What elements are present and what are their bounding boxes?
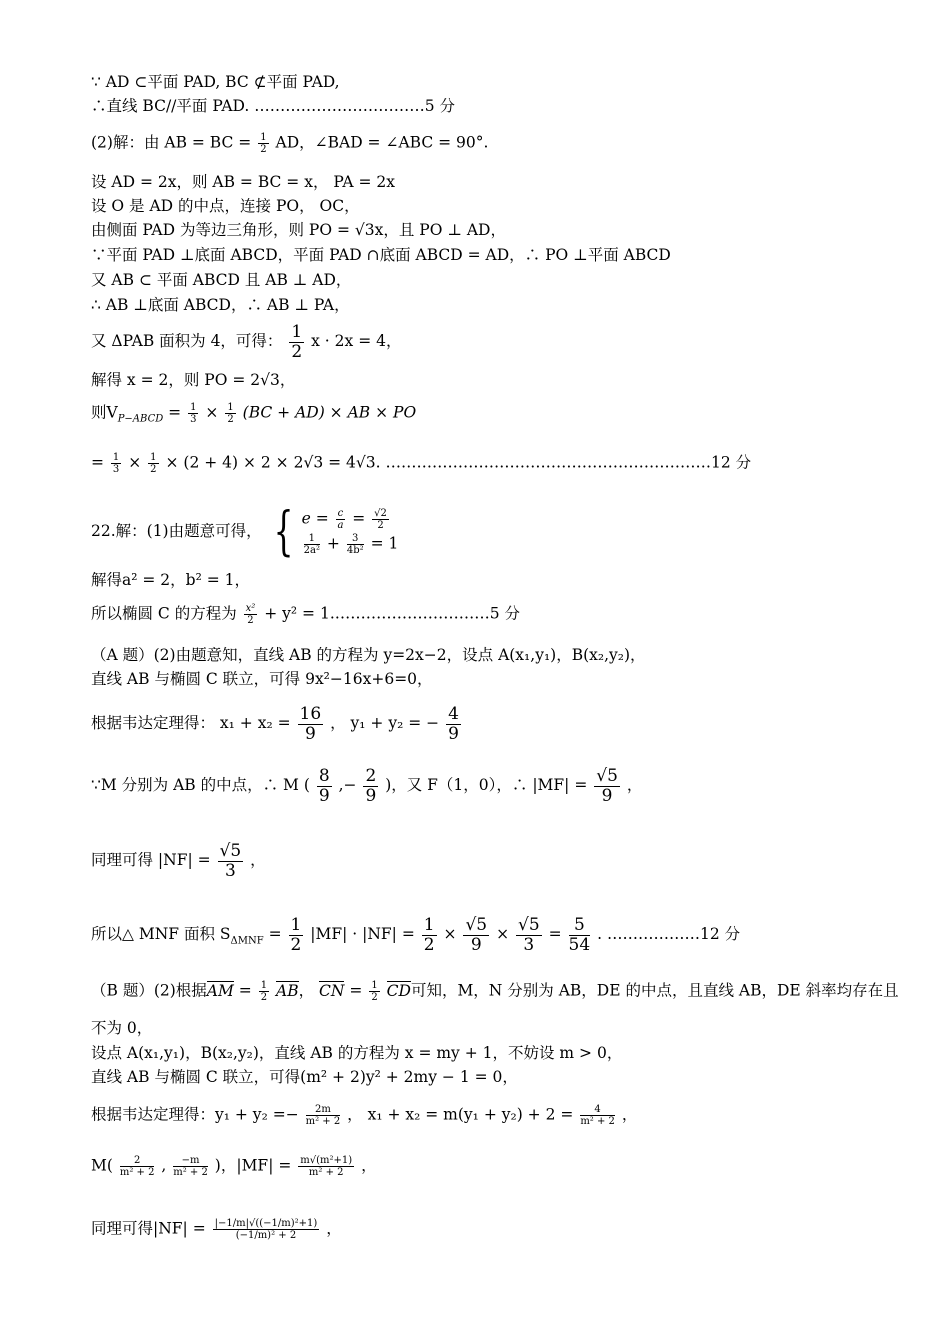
equation-system: { e = $\frac{c}{a}$ = $\frac{√2}{2}$ $\frac{1}{\text{2a²}}$ + $\frac{3}{\text{4b²}}$ = 1 xyxy=(273,502,399,562)
text-line: 又 ΔPAB 面积为 4，可得： $\frac{1}{2}$ x · 2x = 4， xyxy=(91,322,402,362)
text-line: ∵M 分别为 AB 的中点，∴ M ( $\frac{8}{9}$ ,− $\frac{2}{9}$ )，又 F（1，0），∴ |MF| = $\frac{√5}{9}$ ， xyxy=(91,766,643,806)
text-line: 根据韦达定理得： x₁ + x₂ = $\frac{16}{9}$ ， y₁ + y₂ = − $\frac{4}{9}$ xyxy=(91,704,459,744)
text-line: 直线 AB 与椭圆 C 联立，可得(m² + 2)y² + 2my − 1 = 0， xyxy=(91,1068,518,1086)
text-line: (2)解：由 AB = BC = $\frac{1}{2}$ AD，∠BAD = ∠ABC = 90°. xyxy=(91,132,489,155)
text-line: 直线 AB 与椭圆 C 联立，可得 9x²−16x+6=0， xyxy=(91,670,433,688)
text-line: ∵ AD ⊂平面 PAD, BC ⊄平面 PAD, xyxy=(91,73,340,91)
text-line: 所以椭圆 C 的方程为 $\frac{\text{x²}}{2}$ + y² = 1.…………………………5 分 xyxy=(91,603,521,626)
text-line: M( $\frac{2}{\text{m² + 2}}$ , $\frac{-m}{\text{m² + 2}}$ )，|MF| = $\frac{\text{m√(m²+1)}}{\text{m² + 2}}$ ， xyxy=(91,1155,377,1178)
text-line: 设 O 是 AD 的中点，连接 PO， OC， xyxy=(91,197,360,215)
text-line: 解得 x = 2，则 PO = 2√3， xyxy=(91,371,296,389)
text-line: 解得a² = 2，b² = 1， xyxy=(91,571,250,589)
text-line: 根据韦达定理得：y₁ + y₂ =− $\frac{2m}{\text{m² + 2}}$ ， x₁ + x₂ = m(y₁ + y₂) + 2 = $\frac{4}{\text{m² + 2}}$ ， xyxy=(91,1104,638,1127)
text-line: 同理可得|NF| = $\frac{\text{|−1/m|√((−1/m)²+1)}}{\text{(−1/m)² + 2}}$ ， xyxy=(91,1218,342,1241)
text-line: ∵平面 PAD ⊥底面 ABCD，平面 PAD ∩底面 ABCD = AD，∴ PO ⊥平面 ABCD xyxy=(91,246,671,264)
text-line: ∴直线 BC//平面 PAD. ……………………………5 分 xyxy=(91,97,456,115)
text-line: 同理可得 |NF| = $\frac{√5}{3}$ ， xyxy=(91,841,266,881)
text-line: 由侧面 PAD 为等边三角形，则 PO = √3x，且 PO ⊥ AD， xyxy=(91,221,506,239)
text-line: （A 题）(2)由题意知，直线 AB 的方程为 y=2x−2，设点 A(x₁,y₁)，B(x₂,y₂)， xyxy=(91,646,646,664)
left-brace: { xyxy=(273,502,294,562)
text-line: = $\frac{1}{3}$ × $\frac{1}{2}$ × (2 + 4) × 2 × 2√3 = 4√3. ………………………………………………………12 分 xyxy=(91,452,752,475)
text-line: 22.解：(1)由题意可得， { e = $\frac{c}{a}$ = $\frac{√2}{2}$ $\frac{1}{\text{2a²}}$ + $\frac{3}{\text{4b²}}$ = 1 xyxy=(91,502,399,562)
text-line: 又 AB ⊂ 平面 ABCD 且 AB ⊥ AD， xyxy=(91,271,352,289)
text-line: 所以△ MNF 面积 $S_{\Delta MNF}$ = $\frac{1}{2}$ |MF| · |NF| = $\frac{1}{2}$ × $\frac{√5}{9}$ × $\frac{√5}{3}$ = $\frac{5}{54}$ . ………………12 分 xyxy=(91,915,741,955)
text-line: 设 AD = 2x，则 AB = BC = x， PA = 2x xyxy=(91,173,396,191)
text-line: （B 题）(2)根据AM = $\frac{1}{2}$ AB， CN = $\frac{1}{2}$ CD可知，M，N 分别为 AB，DE 的中点，且直线 AB，DE 斜率均存在且 xyxy=(91,980,899,1003)
text-line: 则$V_{P-ABCD}$ = $\frac{1}{3}$ × $\frac{1}{2}$ (BC + AD) × AB × PO xyxy=(91,402,417,425)
text-line: ∴ AB ⊥底面 ABCD，∴ AB ⊥ PA， xyxy=(91,296,350,314)
text-line: 设点 A(x₁,y₁)，B(x₂,y₂)，直线 AB 的方程为 x = my + 1，不妨设 m > 0， xyxy=(91,1044,623,1062)
text-line: 不为 0， xyxy=(91,1019,153,1037)
